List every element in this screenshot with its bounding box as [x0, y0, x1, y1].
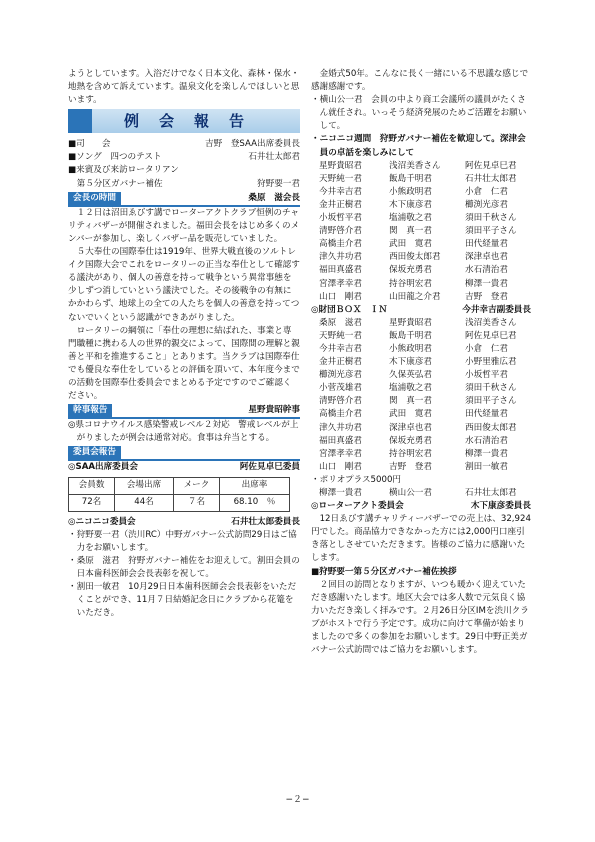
list-item: 星野貴昭君 [319, 160, 362, 171]
list-item: 吉野 登君 [389, 461, 432, 472]
list-item: 高橋圭介君 [319, 239, 362, 250]
attendance-value-row [69, 494, 290, 511]
left-column [68, 68, 300, 620]
banner-accent [68, 109, 92, 133]
rotaract-title: ◎ローターアクト委員会 [311, 501, 404, 512]
list-item: 小倉 仁君 [465, 186, 508, 197]
program-label: ■ソング 四つのテスト [68, 152, 162, 163]
list-item: 浅沼美香さん [389, 160, 441, 171]
list-item: 須田平子さん [465, 226, 517, 237]
yokoyama-item: ・横山公一君 会員の中より商工会議所の議員がたくさん就任され。いっそう経済発展のためご活躍をお願いして。 [311, 95, 527, 132]
program-row [68, 178, 300, 191]
list-item: 田代経量君 [465, 239, 508, 250]
list-item: 高橋圭介君 [319, 409, 362, 420]
list-item: 小坂哲平君 [319, 213, 362, 224]
list-item: 宮澤孝幸君 [319, 278, 362, 289]
list-item: 須田平子さん [465, 396, 517, 407]
list-item: 久保英弘君 [389, 370, 432, 381]
list-item: 吉野 登君 [465, 291, 508, 302]
list-item: 清野啓介君 [319, 396, 362, 407]
list-item: 保坂充勇君 [389, 265, 432, 276]
rotaract-chair: 木下康彦委員長 [470, 501, 531, 512]
list-item: 武田 寛君 [389, 239, 432, 250]
president-name: 桑原 滋会長 [248, 192, 300, 203]
list-item: 柳澤一貴君 [465, 448, 508, 459]
president-paragraph: ロータリーの綱領に「奉仕の理想に結ばれた、事業と専門職種に携わる人の世界的親交によって、国際間の理解と親善と平和を推進すること」とあります。当クラブは国際奉仕でも優良な奉仕をしているとの評価を頂いて、本年度今までの活動を国際奉仕委員会でまとめる予定ですのでご確認ください。 [68, 325, 300, 402]
list-item: 櫛渕光彦君 [319, 370, 362, 381]
list-item: 小野里雅広君 [465, 357, 517, 368]
list-item: 櫛渕光彦君 [465, 199, 508, 210]
committee-report-header [68, 446, 300, 461]
foundation-box-heading [311, 304, 531, 317]
list-item: 天野純一君 [319, 330, 362, 341]
secretary-report-header [68, 404, 300, 419]
saa-title: ◎SAA出席委員会 [68, 462, 138, 473]
program-label: ■司 会 [68, 139, 111, 150]
list-item: 阿佐見卓巳君 [465, 330, 517, 341]
program-value: 石井壮太郎君 [248, 152, 300, 163]
list-item: 飯島千明君 [389, 173, 432, 184]
president-time-header [68, 192, 300, 207]
list-item: 清野啓介君 [319, 226, 362, 237]
list-item: 小倉 仁君 [465, 343, 508, 354]
committee-report-tag: 委員会報告 [68, 446, 121, 459]
foundation-box-title: ◎財団ＢＯＸ ＩＮ [311, 304, 388, 315]
list-item: 浅沼美香さん [465, 317, 517, 328]
value-attendance: 44名 [115, 494, 174, 511]
header-rate: 出席率 [220, 477, 290, 494]
president-paragraph: ５大奉仕の国際奉仕は1919年、世界大戦直後のソルトレイク国際大会でこれをロータリーの正当な奉仕として確認する議決があり、個人の善意を持って戦争という異常事態を少しずつ消していという議決でした。その後戦争の有無にかかわらず、地球上の全ての人たちを個人の善意を持ってつないでいくという認識ができあがりました。 [68, 247, 300, 323]
program-row [68, 151, 300, 164]
list-item: 深津卓也君 [389, 422, 432, 433]
list-item: 飯島千明君 [389, 330, 432, 341]
header-attendance: 会場出席 [115, 477, 174, 494]
foundation-box-names [311, 317, 531, 474]
secretary-report-tag: 幹事報告 [68, 404, 112, 417]
list-item: 津久井功君 [319, 252, 362, 263]
list-item: 山口 剛君 [319, 461, 362, 472]
list-item: 持谷明宏君 [389, 448, 432, 459]
list-item: 石井壮太郎君 [465, 173, 517, 184]
foundation-box-chair: 今井幸吉副委員長 [462, 304, 531, 315]
value-rate: 68.10 ％ [220, 494, 290, 511]
niconico-list [68, 529, 300, 621]
list-item: 天野純一君 [319, 173, 362, 184]
banner-title: 例会報告 [123, 112, 264, 131]
right-column [311, 68, 531, 657]
list-item: 柳澤一貴君 [465, 278, 508, 289]
president-paragraph: １２日は沼田ゑびす講でローターアクトクラブ恒例のチャリティバザーが開催されました。福田会長をはじめ多くのメンバーが参加し、楽しくバザー品を販売していました。 [68, 207, 300, 244]
polio-names [311, 487, 531, 500]
governor-greeting-text: ２回目の訪問となりますが、いつも暖かく迎えていただき感謝いたします。地区大会では多人数で元気良く協力いただき楽しく拝みです。２月26日分区IMを渋川クラブがホストで行う予定です。成功に向けて準備が始まりましたので多くの参加をお願いします。29日中野正美ガバナー公式訪問ではご協力をお願いします。 [311, 579, 529, 656]
meeting-report-banner [68, 109, 300, 133]
list-item: 横山公一君 [389, 488, 432, 498]
value-makeup: ７名 [173, 494, 219, 511]
program-value: 吉野 登SAA出席委員長 [205, 139, 300, 150]
list-item: 金井正樹君 [319, 357, 362, 368]
saa-heading [68, 461, 300, 474]
program-value: 狩野要一君 [257, 178, 300, 189]
list-item: 桑原 滋君 [319, 317, 362, 328]
list-item: 水石清治君 [465, 265, 508, 276]
president-time-tag: 会長の時間 [68, 192, 121, 205]
niconico-week-title: ・ニコニコ週間 狩野ガバナー補佐を歓迎して。深津会員の卓話を楽しみにして [311, 134, 526, 158]
program-label: 第５分区ガバナー補佐 [68, 178, 163, 189]
list-item: 宮澤孝幸君 [319, 448, 362, 459]
list-item: 田代経量君 [465, 409, 508, 420]
list-item: 石井壮太郎君 [465, 488, 517, 498]
program-row [68, 164, 300, 177]
list-item: 深津卓也君 [465, 252, 508, 263]
attendance-table [68, 477, 290, 512]
list-item: 小坂哲平君 [465, 370, 508, 381]
list-item: 武田 寛君 [389, 409, 432, 420]
value-members: 72名 [69, 494, 115, 511]
continued-text: 金婚式50年。こんなに長く一緒にいる不思議な感じで感謝感謝です。 [311, 69, 529, 93]
list-item: 割田一敏君 [465, 461, 508, 472]
list-item: 柳澤一貴君 [319, 488, 362, 498]
list-item: ・割田一敏君 10月29日日本歯科医師会会長表彰をいただくことができ、11月７日結婚記念日にクラブから花篭をいただき。 [68, 582, 297, 619]
president-message [68, 207, 300, 403]
program-list [68, 138, 300, 190]
list-item: 塩浦敬之君 [389, 213, 432, 224]
list-item: 小菅茂雄君 [319, 383, 362, 394]
list-item: 西田俊太郎君 [465, 422, 517, 433]
list-item: 持谷明宏君 [389, 278, 432, 289]
list-item: 小熊政明君 [389, 186, 432, 197]
list-item: 小熊政明君 [389, 343, 432, 354]
saa-chair: 阿佐見卓巳委員 [239, 462, 300, 473]
list-item: 金井正樹君 [319, 199, 362, 210]
list-item: 西田俊太郎君 [389, 252, 441, 263]
list-item: 星野貴昭君 [389, 317, 432, 328]
secretary-name: 星野貴昭幹事 [248, 405, 300, 416]
list-item: ・桑原 滋君 狩野ガバナー補佐をお迎えして。割田会員の日本歯科医師会会長表彰を祝して。 [68, 555, 300, 579]
niconico-chair: 石井壮太郎委員長 [231, 516, 300, 527]
list-item: 津久井功君 [319, 422, 362, 433]
list-item: 木下康彦君 [389, 357, 432, 368]
list-item: 福田真盛君 [319, 435, 362, 446]
list-item: 須田千秋さん [465, 383, 517, 394]
niconico-title: ◎ニコニコ委員会 [68, 516, 136, 527]
rotaract-text: 12日ゑびす講チャリティーバザーでの売上は、32,924円でした。商品協力できなかった方には2,000円口座引き落としさせていただきます。皆様のご協力に感謝いたします。 [311, 514, 531, 564]
list-item: 塩浦敬之君 [389, 383, 432, 394]
list-item: 須田千秋さん [465, 213, 517, 224]
program-row [68, 138, 300, 151]
list-item: 山田龍之介君 [389, 291, 441, 302]
page-number: −２− [285, 795, 310, 805]
list-item: ・狩野要一君（渋川RC）中野ガバナー公式訪問29日はご協力をお願いします。 [68, 529, 297, 553]
polio-plus: ・ポリオプラス5000円 [311, 474, 402, 485]
list-item: 保坂充勇君 [389, 435, 432, 446]
intro-paragraph: ようとしています。入浴だけでなく日本文化、森林・保水・地熱を含めて訴えています。温泉文化を楽しんでほしいと思います。 [68, 69, 300, 106]
list-item: 関 真一君 [389, 226, 432, 237]
rotaract-heading [311, 500, 531, 513]
list-item: 阿佐見卓巳君 [465, 160, 517, 171]
niconico-week-names [311, 160, 531, 304]
header-members: 会員数 [69, 477, 115, 494]
program-label: ■来賓及び来訪ロータリアン [68, 165, 179, 176]
governor-greeting-title: ■狩野要一第５分区ガバナー補佐挨拶 [311, 566, 457, 577]
header-makeup: メーク [173, 477, 219, 494]
list-item: 木下康彦君 [389, 199, 432, 210]
list-item: 福田真盛君 [319, 265, 362, 276]
niconico-heading [68, 516, 300, 529]
list-item: 関 真一君 [389, 396, 432, 407]
attendance-header-row [69, 477, 290, 494]
secretary-item: ◎県コロナウイルス感染警戒レベル２対応 警戒レベルが上がりましたが例会は通常対応。食事は弁当とする。 [68, 420, 299, 444]
list-item: 今井幸吉君 [319, 343, 362, 354]
list-item: 今井幸吉君 [319, 186, 362, 197]
list-item: 水石清治君 [465, 435, 508, 446]
list-item: 山口 剛君 [319, 291, 362, 302]
